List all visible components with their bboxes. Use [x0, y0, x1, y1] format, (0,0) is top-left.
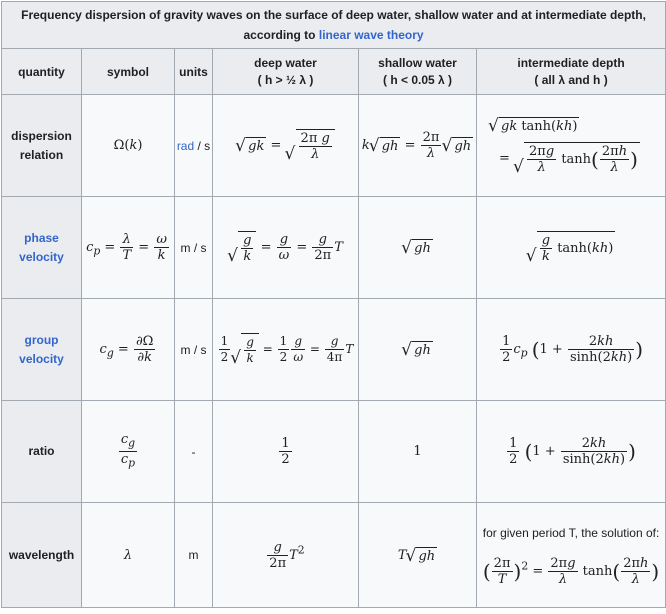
phase-velocity-link[interactable]: phase velocity: [19, 230, 64, 264]
linear-wave-theory-link[interactable]: linear wave theory: [318, 28, 424, 42]
deep-dispersion-formula: √ gk = √ $\frac{\text{2π g}}{\lambda}$: [213, 95, 359, 197]
header-units: units: [175, 49, 213, 95]
shallow-ratio-value: 1: [359, 401, 477, 503]
intermediate-wavelength-formula: ( $\frac{2\pi}{T}$ )$^2$ = $\frac{2\pi g}{\lambda}$ tanh( $\frac{2\pi h}{\lambda}$ ): [482, 555, 660, 587]
table-row: [2, 299, 666, 401]
shallow-dispersion-formula: k√ gh = $\frac{2\pi}{\lambda}$ √ gh: [359, 95, 477, 197]
deep-water-label: deep water: [254, 56, 317, 70]
deep-ratio-formula: $\frac{1}{2}$: [213, 401, 359, 503]
table-row: [2, 95, 666, 197]
shallow-phase-formula: √ gh: [359, 197, 477, 299]
header-symbol: symbol: [82, 49, 175, 95]
deep-wavelength-formula: $\frac{g}{2\pi}$ $T^2$: [213, 503, 359, 608]
deep-water-condition: ( h > ½ λ ): [257, 73, 314, 87]
group-velocity-link[interactable]: group velocity: [19, 332, 64, 366]
table-caption: [2, 2, 666, 49]
deep-group-formula: $\frac{1}{2}$ √ $\frac{g}{k}$ = $\frac{1}{2}$ $\frac{g}{\omega}$ = $\frac{g}{4\pi}$ T: [213, 299, 359, 401]
header-deep-water: [213, 49, 359, 95]
unit-rest: / s: [194, 138, 211, 153]
intermediate-group-formula: $\frac{1}{2}$ $c_p$ (1 + $\frac{2kh}{\sinh(2kh)}$ ): [477, 299, 666, 401]
deep-phase-formula: √ $\frac{g}{k}$ = $\frac{g}{\omega}$ = $\frac{g}{2\pi}$ T: [213, 197, 359, 299]
row-label-ratio: ratio: [2, 401, 82, 503]
symbol-omega: Ω(k): [82, 95, 175, 197]
row-label-group: [2, 299, 82, 401]
caption-text: Frequency dispersion of gravity waves on the surface of deep water, shallow water and at intermediate depth, according to: [21, 8, 646, 42]
intermediate-wavelength-cell: [477, 503, 666, 608]
table-row: [2, 503, 666, 608]
header-quantity: quantity: [2, 49, 82, 95]
rad-link[interactable]: rad: [176, 138, 195, 153]
dispersion-table: [1, 1, 666, 608]
shallow-wavelength-formula: T√ gh: [359, 503, 477, 608]
unit-meter: m: [175, 503, 213, 608]
symbol-ratio: $\frac{c_g}{c_p}$: [82, 401, 175, 503]
table-row: [2, 197, 666, 299]
shallow-water-condition: ( h < 0.05 λ ): [382, 73, 453, 87]
symbol-phase-velocity: $c_p$ = $\frac{\lambda}{T}$ = $\frac{\omega}{k}$: [82, 197, 175, 299]
row-label-wavelength: wavelength: [2, 503, 82, 608]
intermediate-depth-label: intermediate depth: [517, 56, 625, 70]
unit-rad-per-s: [175, 95, 213, 197]
symbol-group-velocity: $c_g$ = $\frac{\partial\Omega}{\partial k}$: [82, 299, 175, 401]
unit-m-per-s: m / s: [175, 197, 213, 299]
wavelength-note: for given period T, the solution of:: [482, 525, 660, 540]
unit-dimensionless: -: [175, 401, 213, 503]
intermediate-dispersion-formula: √ gk tanh(kh) = √ $\frac{2\pi g}{\lambda}$ tanh( $\frac{2\pi h}{\lambda}$ ): [477, 95, 666, 197]
header-intermediate-depth: [477, 49, 666, 95]
intermediate-ratio-formula: $\frac{1}{2}$ (1 + $\frac{2kh}{\sinh(2kh)}$ ): [477, 401, 666, 503]
row-label-phase: [2, 197, 82, 299]
header-shallow-water: [359, 49, 477, 95]
shallow-group-formula: √ gh: [359, 299, 477, 401]
unit-m-per-s: m / s: [175, 299, 213, 401]
intermediate-phase-formula: √ $\frac{g}{k}$ tanh(kh): [477, 197, 666, 299]
symbol-lambda: λ: [82, 503, 175, 608]
row-label-dispersion: dispersion relation: [2, 95, 82, 197]
intermediate-depth-condition: ( all λ and h ): [534, 73, 608, 87]
table-row: [2, 401, 666, 503]
shallow-water-label: shallow water: [378, 56, 457, 70]
